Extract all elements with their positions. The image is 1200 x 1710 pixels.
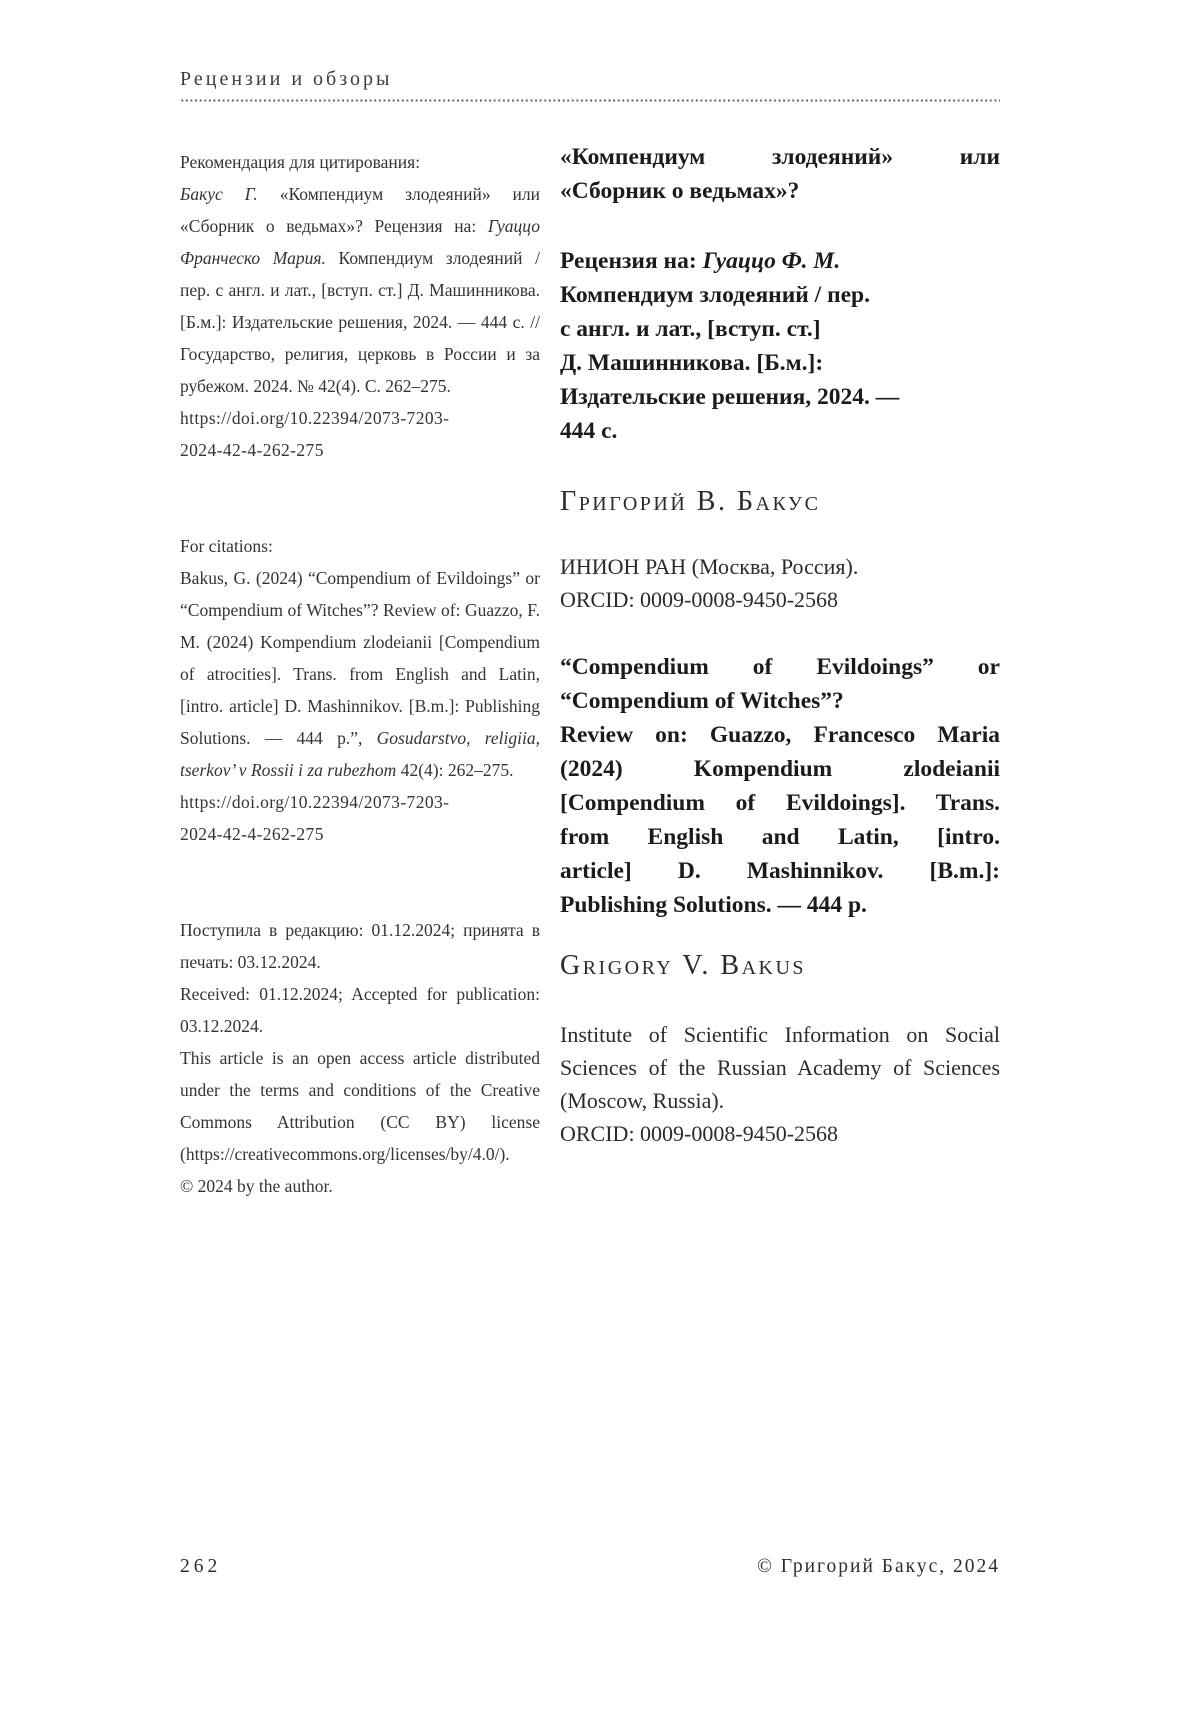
text-run: Bakus, G. (2024) “Compendium of Evildoings” or “Compendium of Witches”? Review of: Guazzo, F. M. (2024) Kompendium zlodeianii [Compendium of atrocities]. Trans. from English and Latin, [intro. article] D. Mashinnikov. [B.m.]: Publishing Solutions. — 444 p.”,: [180, 568, 540, 748]
text-run: Компендиум злодеяний / пер. с англ. и лат., [вступ. ст.] Д. Машинникова. [Б.м.]: Издательские решения, 2024. — 444 с. // Государство, религия, церковь в России и за рубежом. 2024. № 42(4). С. 262–275.: [180, 248, 540, 396]
review-en-line: article] D. Mashinnikov. [B.m.]:: [560, 858, 1000, 884]
page-footer: [180, 1556, 1000, 1578]
article-title-en: [560, 650, 1000, 718]
article-title-ru: [560, 140, 1000, 208]
review-reference-ru: [560, 244, 1000, 448]
review-en-line: from English and Latin, [intro.: [560, 824, 1000, 850]
review-ru-line: Компендиум злодеяний / пер.: [560, 282, 870, 308]
text-run: «Компендиум злодеяний» или «Сборник о ведьмах»? Рецензия на:: [180, 184, 540, 236]
page-number: 262: [180, 1556, 222, 1577]
affiliation-en: Institute of Scientific Information on Social Sciences of the Russian Academy of Sciences (Moscow, Russia).: [560, 1022, 1000, 1113]
text-run: Гуаццо Франческо Мария.: [180, 216, 540, 268]
article-title-ru-line: «Сборник о ведьмах»?: [560, 178, 800, 204]
citation-en-label: For citations:: [180, 536, 273, 556]
doi-link-line[interactable]: 2024-42-4-262-275: [180, 824, 324, 844]
doi-link-line[interactable]: https://doi.org/10.22394/2073-7203-: [180, 792, 450, 812]
author-name-en: Grigory V. Bakus: [560, 950, 807, 981]
review-en-line: [Compendium of Evildoings]. Trans.: [560, 790, 1000, 816]
review-ru-line: [560, 244, 1000, 278]
review-en-line: (2024) Kompendium zlodeianii: [560, 756, 1000, 782]
review-en-line: Review on: Guazzo, Francesco Maria: [560, 722, 1000, 748]
citation-en-text: [180, 562, 540, 786]
citation-ru-label: Рекомендация для цитирования:: [180, 152, 421, 172]
copyright-notice: © Григорий Бакус, 2024: [757, 1556, 1000, 1577]
citation-ru-doi: [180, 402, 540, 466]
received-dates-en: Received: 01.12.2024; Accepted for publication: 03.12.2024.: [180, 984, 540, 1036]
article-title-ru-line: «Компендиум злодеяний» или: [560, 144, 1000, 170]
affiliation-ru: ИНИОН РАН (Москва, Россия).: [560, 554, 859, 579]
citation-sidebar: [180, 146, 540, 1202]
section-title: Рецензии и обзоры: [180, 68, 393, 90]
text-run: Рецензия на:: [560, 248, 703, 274]
text-run: 42(4): 262–275.: [396, 760, 514, 780]
article-title-en-line: “Compendium of Witches”?: [560, 688, 844, 714]
review-ru-line: с англ. и лат., [вступ. ст.]: [560, 316, 821, 342]
citation-ru-text: [180, 178, 540, 402]
review-reference-en: [560, 718, 1000, 922]
doi-link-line[interactable]: 2024-42-4-262-275: [180, 440, 324, 460]
orcid-en: ORCID: 0009-0008-9450-2568: [560, 1121, 839, 1146]
citation-en-doi: [180, 786, 540, 850]
text-run: Гуаццо Ф. М.: [702, 248, 841, 274]
received-dates-ru: Поступила в редакцию: 01.12.2024; принята в печать: 03.12.2024.: [180, 920, 540, 972]
license-note: This article is an open access article distributed under the terms and conditions of the Creative Commons Attribution (CC BY) license (https://creativecommons.org/licenses/by/4.0/).: [180, 1048, 540, 1164]
article-header: [560, 140, 1000, 1150]
dotted-rule: [180, 99, 1000, 102]
running-head: [180, 68, 1000, 102]
review-ru-line: Д. Машинникова. [Б.м.]:: [560, 350, 824, 376]
review-en-line: Publishing Solutions. — 444 p.: [560, 892, 867, 918]
affiliation-block-ru: [560, 550, 1000, 616]
text-run: Gosudarstvo, religiia, tserkov’ v Rossii i za rubezhom: [180, 728, 540, 780]
affiliation-block-en: [560, 1018, 1000, 1150]
review-ru-line: Издательские решения, 2024. —: [560, 384, 900, 410]
doi-link-line[interactable]: https://doi.org/10.22394/2073-7203-: [180, 408, 450, 428]
author-name-ru: Григорий В. Бакус: [560, 486, 821, 517]
author-copyright: © 2024 by the author.: [180, 1176, 333, 1196]
review-ru-line: 444 с.: [560, 418, 618, 444]
article-title-en-line: “Compendium of Evildoings” or: [560, 654, 1000, 680]
orcid-ru: ORCID: 0009-0008-9450-2568: [560, 587, 839, 612]
text-run: Бакус Г.: [180, 184, 258, 204]
